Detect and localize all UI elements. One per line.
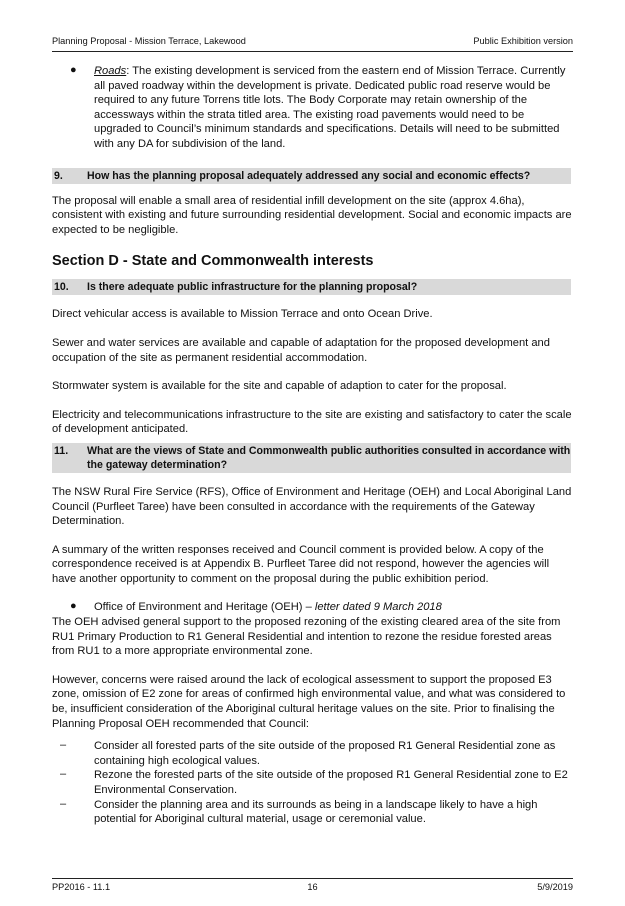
- question-text: Is there adequate public infrastructure for the planning proposal?: [87, 281, 418, 294]
- page-header: [52, 36, 573, 52]
- dash-icon: –: [60, 739, 67, 752]
- question-10-heading: [52, 279, 571, 295]
- question-number: 9.: [54, 169, 63, 182]
- oeh-title: Office of Environment and Heritage (OEH): [94, 601, 303, 614]
- q9-answer: The proposal will enable a small area of residential infill development on the site (approx 4.6ha), consistent with existing and future surrounding residential development. Social and economic impacts are expected to be negligible.: [52, 194, 572, 236]
- q10-paragraph: Stormwater system is available for the site and capable of adaption to cater for the proposal.: [52, 380, 507, 393]
- section-d-title: Section D - State and Commonwealth interests: [52, 253, 374, 270]
- roads-label: Roads: [94, 65, 127, 77]
- question-9-heading: [52, 168, 571, 184]
- list-item: [60, 798, 573, 827]
- q11-paragraph-4: However, concerns were raised around the lack of ecological assessment to support the proposed E3 zone, omission of E2 zone for areas of confirmed high environmental value, and what was considered to be, insufficient consideration of the Aboriginal cultural heritage values on the site. Prior to finalising the Planning Proposal OEH recommended that Council:: [52, 673, 566, 730]
- q10-paragraph: Sewer and water services are available and capable of adaptation for the proposed development and occupation of the site as permanent residential accommodation.: [52, 336, 550, 364]
- question-number: 10.: [54, 281, 69, 294]
- appendix-b-reference: Appendix B: [203, 558, 261, 571]
- roads-bullet: [70, 64, 573, 152]
- recommendation-text: Consider all forested parts of the site outside of the proposed R1 General Residential zone as containing high ecological values.: [94, 740, 556, 767]
- q11-paragraph-1: The NSW Rural Fire Service (RFS), Office of Environment and Heritage (OEH) and Local Aboriginal Land Council (Purfleet Taree) have been consulted in accordance with the requirements of the Gateway Determination.: [52, 485, 572, 528]
- list-item: [60, 768, 573, 797]
- para2-text: . Purfleet Taree did not respond, however the agencies will have another opportunity to comment on the proposal during the public exhibition period.: [52, 558, 550, 585]
- dash-icon: –: [60, 797, 67, 810]
- footer-date: 5/9/2019: [537, 882, 574, 892]
- header-version: Public Exhibition version: [473, 36, 573, 46]
- question-number: 11.: [54, 444, 69, 457]
- question-text: What are the views of State and Commonwealth public authorities consulted in accordance with the gateway determination?: [87, 444, 571, 471]
- question-11-heading: [52, 443, 571, 473]
- page-footer: [52, 878, 573, 892]
- oeh-bullet: [70, 600, 573, 615]
- bullet-icon: ●: [70, 64, 77, 76]
- recommendation-text: Rezone the forested parts of the site outside of the proposed R1 General Residential zone to E2 Environmental Conservation.: [94, 769, 568, 796]
- recommendation-text: Consider the planning area and its surrounds as being in a landscape likely to have a high potential for Aboriginal cultural material, usage or ceremonial value.: [94, 798, 538, 826]
- recommendation-list: [60, 739, 573, 827]
- dash-icon: –: [60, 768, 67, 781]
- roads-body: : The existing development is serviced from the eastern end of Mission Terrace. Currently all paved roadway within the development is private. Dedicated public road reserve would be required to any future Torrens title lots. The Body Corporate may retain ownership of the accessways within the strata titled area. The existing road pavements would need to be upgraded to Council’s minimum standards and specifications. Details will need to be submitted with any DA for subdivision of the land.: [94, 65, 566, 150]
- oeh-bullet-text: [94, 600, 573, 615]
- page-number: 16: [307, 882, 318, 892]
- q10-paragraph: Electricity and telecommunications infrastructure to the site are existing and satisfactory to cater the scale of development anticipated.: [52, 408, 572, 436]
- bullet-icon: ●: [70, 600, 77, 613]
- oeh-dash: –: [302, 601, 315, 614]
- q11-paragraph-3: The OEH advised general support to the proposed rezoning of the existing cleared area of the site from RU1 Primary Production to R1 General Residential and intention to rezone the residue forested areas from RU1 to a more appropriate environmental zone.: [52, 616, 561, 658]
- question-text: How has the planning proposal adequately addressed any social and economic effects?: [87, 169, 531, 182]
- page-content: [52, 64, 573, 827]
- roads-text: [94, 64, 573, 152]
- q11-paragraph-2: [52, 543, 573, 587]
- q10-paragraph: Direct vehicular access is available to Mission Terrace and onto Ocean Drive.: [52, 308, 433, 321]
- footer-doc-id: PP2016 - 11.1: [52, 882, 111, 892]
- para2-text: A summary of the written responses received and Council comment is provided below. A copy of the correspondence received is at: [52, 543, 544, 571]
- header-title: Planning Proposal - Mission Terrace, Lakewood: [52, 36, 246, 46]
- oeh-letter-date: letter dated 9 March 2018: [314, 601, 442, 614]
- list-item: [60, 739, 573, 768]
